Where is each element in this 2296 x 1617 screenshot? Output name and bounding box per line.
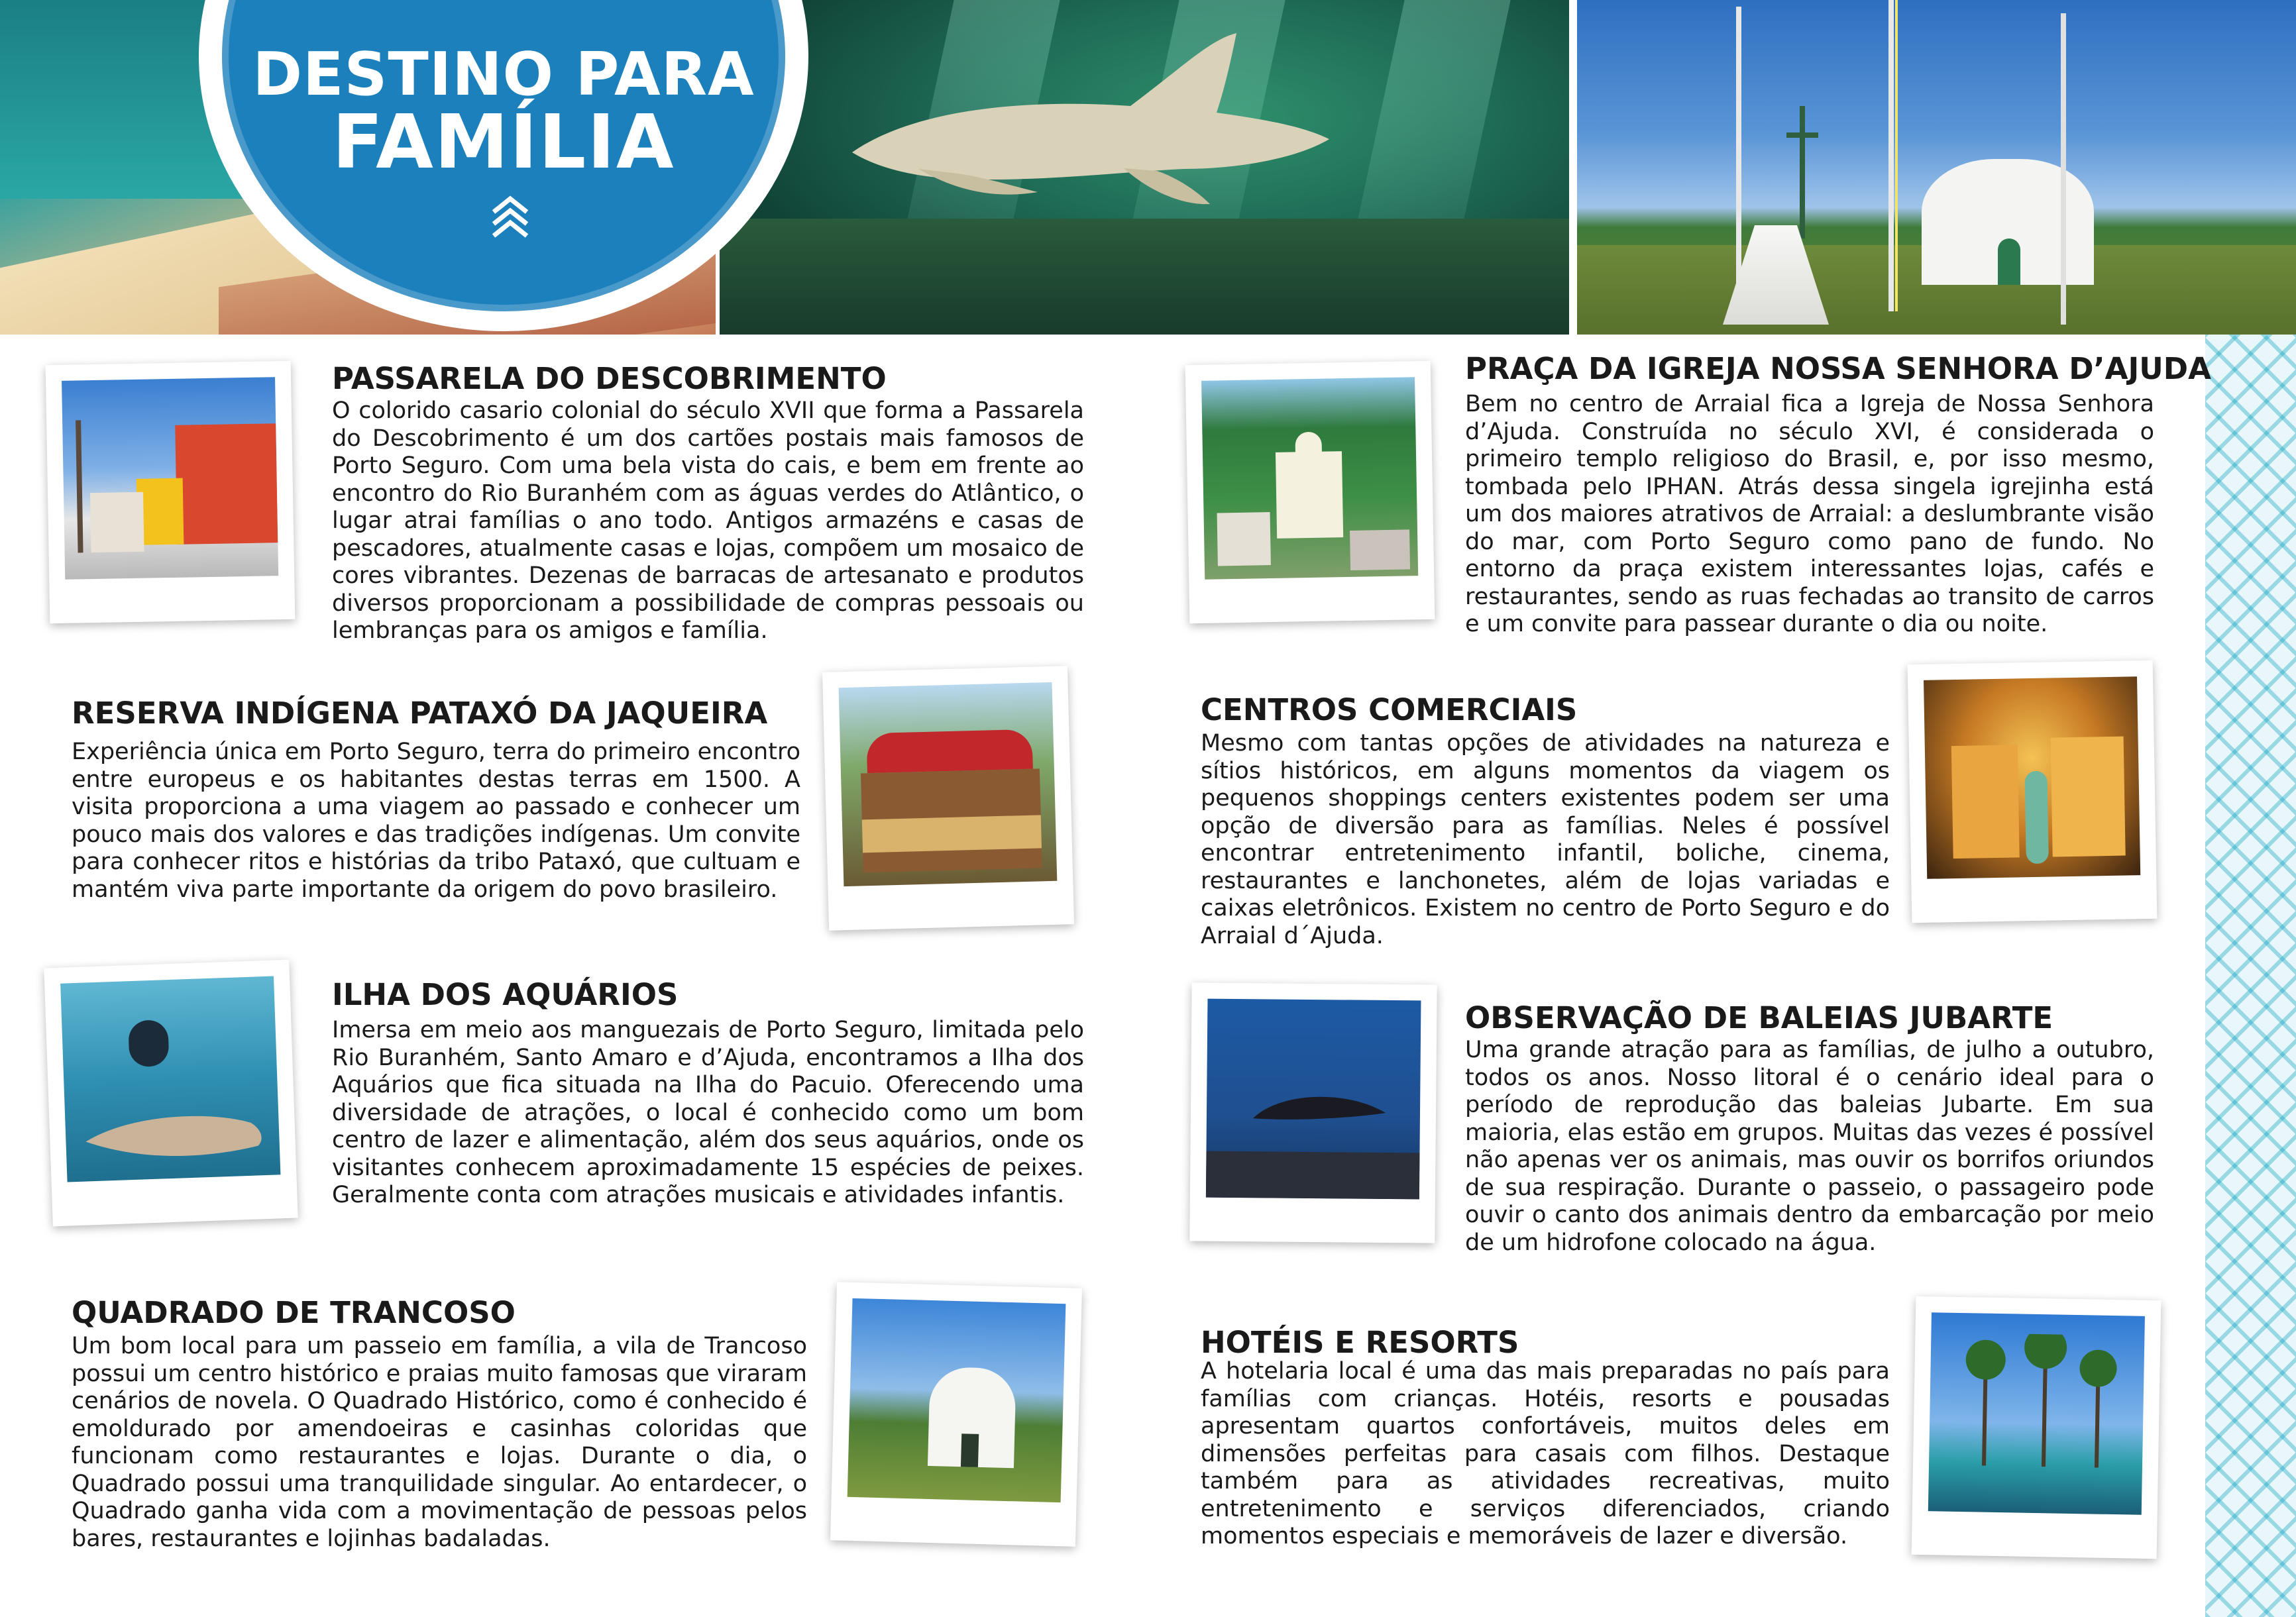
- section-body-centros: Mesmo com tantas opções de atividades na natureza e sítios históricos, em alguns momentos da viagem os pequenos shoppings centers existentes podem ser uma opção de diversão para as famílias. Neles é possível encontrar entretenimento infantil, boliche, cinema, restaurantes e lanchonetes, além de lojas variadas e caixas eletrônicos. Existem no centro de Porto Seguro e do Arraial d´Ajuda.: [1201, 730, 1890, 949]
- section-title-passarela: PASSARELA DO DESCOBRIMENTO: [332, 361, 887, 396]
- photo-reserva: [839, 682, 1058, 886]
- photo-card-hoteis: [1912, 1296, 2161, 1559]
- whale-icon: [1246, 1078, 1393, 1133]
- church: [1922, 159, 2094, 285]
- section-title-reserva: RESERVA INDÍGENA PATAXÓ DA JAQUEIRA: [72, 696, 768, 731]
- chevron-up-icon: [487, 192, 533, 238]
- nurse-shark-icon: [77, 1076, 272, 1175]
- section-body-trancoso: Um bom local para um passeio em família, a vila de Trancoso possui um centro histórico e praias muito famosas que viraram cenários de novela. O Quadrado Histórico, como é conhecido é emoldurado por amendoeiras e casinhas coloridas que funcionam como restaurantes e lojas. Durante o dia, o Quadrado possui uma tranquilidade singular. Ao entardecer, o Quadrado ganha vida com a movimentação de pessoas pelos bares, restaurantes e lojinhas badaladas.: [72, 1333, 807, 1552]
- decorative-side-stripe: [2205, 335, 2296, 1617]
- top-banner: [0, 0, 2296, 335]
- section-title-trancoso: QUADRADO DE TRANCOSO: [72, 1295, 516, 1330]
- section-body-reserva: Experiência única em Porto Seguro, terra do primeiro encontro entre europeus e os habitantes destas terras em 1500. A visita proporciona a uma viagem ao passado e conhecer um pouco mais dos valores e das tradições indígenas. Um convite para conhecer ritos e histórias da tribo Pataxó, que cultuam e mantém viva parte importante da origem do povo brasileiro.: [72, 739, 800, 903]
- photo-hoteis: [1928, 1312, 2145, 1515]
- section-title-hoteis: HOTÉIS E RESORTS: [1201, 1325, 1519, 1360]
- cross-icon: [1782, 106, 1822, 238]
- photo-card-reserva: [822, 666, 1074, 931]
- photo-praca: [1201, 377, 1418, 580]
- photo-card-aquarios: [44, 960, 298, 1227]
- page-title-line2: FAMÍLIA: [332, 99, 675, 185]
- section-body-passarela: O colorido casario colonial do século XVII que forma a Passarela do Descobrimento é um dos cartões postais mais famosos de Porto Seguro. Com uma bela vista do cais, e bem em frente ao encontro do Rio Buranhém com as águas verdes do Atlântico, o lugar atrai famílias o ano todo. Antigos armazéns e casas de pescadores, atualmente casas e lojas, compõem um mosaico de cores vibrantes. Dezenas de barracas de artesanato e produtos diversos proporcionam a possibilidade de compras pessoais ou lembranças para os amigos e família.: [332, 397, 1084, 644]
- photo-card-centros: [1908, 660, 2158, 923]
- section-title-baleias: OBSERVAÇÃO DE BALEIAS JUBARTE: [1465, 1000, 2053, 1035]
- palm-trees-icon: [1942, 1333, 2136, 1469]
- section-title-centros: CENTROS COMERCIAIS: [1201, 692, 1578, 727]
- section-body-hoteis: A hotelaria local é uma das mais preparadas no país para famílias com crianças. Hotéis, resorts e pousadas apresentam quartos confortáveis, muitos deles em dimensões perfeitas para casais com filhos. Destaque também para as atividades recreativas, muito entretenimento e serviços diferenciados, criando momentos especiais e memoráveis de lazer e diversão.: [1201, 1358, 1890, 1549]
- photo-trancoso: [847, 1298, 1066, 1502]
- shark-icon: [839, 26, 1342, 225]
- photo-baleias: [1206, 999, 1421, 1200]
- section-body-baleias: Uma grande atração para as famílias, de julho a outubro, todos os anos. Nosso litoral é o cenário ideal para o período de reprodução das baleias Jubarte. Em sua maioria, elas estão em grupos. Muitas das vezes é possível não apenas ver os animais, mas ouvir os borrifos oriundos de sua respiração. Durante o passeio, o passageiro pode ouvir o canto dos animais dentro da embarcação por meio de um hidrofone colocado na água.: [1465, 1037, 2154, 1256]
- photo-card-baleias: [1189, 982, 1437, 1243]
- photo-card-trancoso: [830, 1282, 1082, 1547]
- section-body-aquarios: Imersa em meio aos manguezais de Porto Seguro, limitada pelo Rio Buranhém, Santo Amaro e d’Ajuda, encontramos a Ilha dos Aquários que fica situada na Ilha do Pacuio. Oferecendo uma diversidade de atrações, o local é conhecido como um bom centro de lazer e alimentação, além dos seus aquários, onde os visitantes conhecem aproximadamente 15 espécies de peixes. Geralmente conta com atrações musicais e atividades infantis.: [332, 1017, 1084, 1208]
- section-title-aquarios: ILHA DOS AQUÁRIOS: [332, 977, 679, 1012]
- page-title-line1: DESTINO PARA: [252, 40, 755, 109]
- photo-card-praca: [1185, 361, 1435, 623]
- photo-centros: [1924, 676, 2140, 879]
- photo-aquarios: [60, 976, 280, 1182]
- photo-card-passarela: [46, 361, 296, 623]
- section-title-praca: PRAÇA DA IGREJA NOSSA SENHORA D’AJUDA: [1465, 351, 2211, 386]
- banner-photo-shark-aquarium: [720, 0, 1569, 335]
- section-body-praca: Bem no centro de Arraial fica a Igreja de Nossa Senhora d’Ajuda. Construída no século XVI, é considerada o primeiro templo religioso do Brasil, e, por isso mesmo, tombada pelo IPHAN. Atrás dessa singela igrejinha está um dos maiores atrativos de Arraial: a deslumbrante visão do mar, com Porto Seguro como pano de fundo. No entorno da praça existem interessantes lojas, cafés e restaurantes, sendo as ruas fechadas ao transito de carros e um convite para passear durante o dia ou noite.: [1465, 391, 2154, 637]
- photo-passarela: [62, 377, 278, 580]
- banner-photo-church-square: [1577, 0, 2296, 335]
